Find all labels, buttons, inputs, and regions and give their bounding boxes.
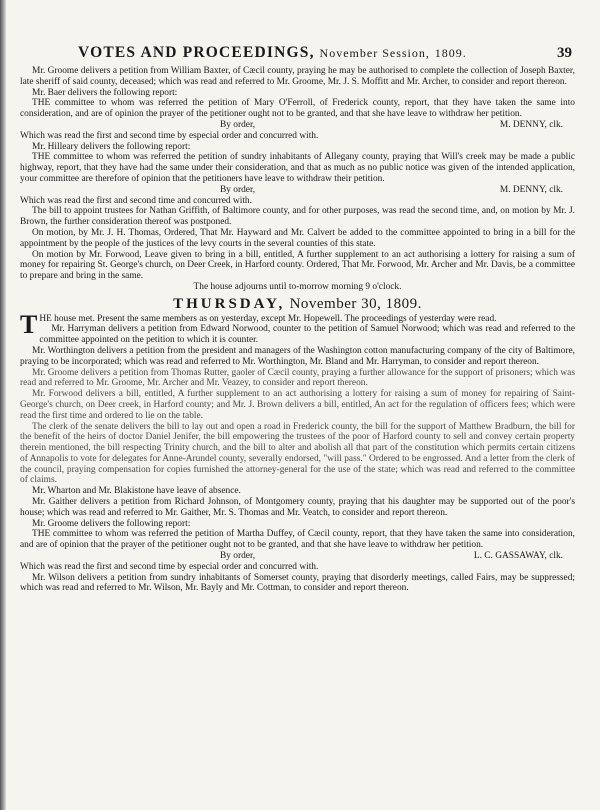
day-date: November 30, 1809. <box>289 295 422 312</box>
binding-shadow <box>0 0 6 810</box>
paragraph: On motion by Mr. Forwood, Leave given to bring in a bill, entitled, A further supplement to an act authorising a lottery for raising a sum of money for repairing St. George's church, on Deer Creek, in Harford county. Ordered, That Mr. Forwood, Mr. Archer and Mr. Davis, be a committee to prepare and bring in the same. <box>20 249 575 282</box>
paragraph: The bill to appoint trustees for Nathan Griffith, of Baltimore county, and for other purposes, was read the second time, and, on motion by Mr. J. Brown, the further consideration thereof was postponed. <box>20 206 575 228</box>
paragraph: Which was read the first and second time by especial order and concurred with. <box>20 130 319 141</box>
paragraph: Mr. Groome delivers the following report: <box>32 518 191 529</box>
clerk-name: M. DENNY, clk. <box>499 119 563 130</box>
clerk-name: L. C. GASSAWAY, clk. <box>473 551 563 562</box>
paragraph: Mr. Worthington delivers a petition from the president and managers of the Washington cotton manufacturing company of the city of Baltimore, praying to be incorporated; which was read and referred to Mr. Worthington, Mr. Bland and Mr. Harryman, to consider and report thereon. <box>20 345 575 367</box>
running-title <box>78 44 467 62</box>
paragraph: Mr. Wilson delivers a petition from sundry inhabitants of Somerset county, praying that disorderly meetings, called Fairs, may be suppressed; which was read and referred to Mr. Wilson, Mr. Bayly and Mr. Cottman, to consider and report thereon. <box>20 572 575 594</box>
signature-line <box>20 551 575 562</box>
by-order: By order, <box>220 119 256 130</box>
paragraph: Mr. Baer delivers the following report: <box>32 87 178 98</box>
paragraph: Which was read the first and second time and concurred with. <box>20 195 252 206</box>
paragraph: The clerk of the senate delivers the bill to lay out and open a road in Frederick county, the bill for the support of Matthew Bradburn, the bill for the benefit of the heirs of doctor Daniel Jenifer, the bill empowering the trustees of the poor of Harford county to sell and convey certain property therein mentioned, the bill respecting Trinity church, and the bill to alter and abolish all that part of the constitution which permits certain citizens of Annapolis to vote for delegates for Anne-Arundel county, severally endorsed, "will pass." Ordered to be engrossed. And a letter from the clerk of the council, praying compensation for copies furnished the attorney-general for the use of the state; which was read and referred to the committee of claims. <box>20 421 575 486</box>
paragraph: On motion, by Mr. J. H. Thomas, Ordered, That Mr. Hayward and Mr. Calvert be added to the committee appointed to bring in a bill for the appointment by the people of the justices of the levy courts in the several counties of this state. <box>20 227 575 249</box>
paragraph: Mr. Forwood delivers a bill, entitled, A further supplement to an act authorising a lottery for raising a sum of money for repairing of Saint-George's church, on Deer creek, in Harford county; and Mr. J. Brown delivers a bill, entitled, An act for the regulation of officers fees; which were read the first time and ordered to lie on the table. <box>20 389 575 421</box>
adjournment-line: The house adjourns until to-morrow morning 9 o'clock. <box>193 281 402 292</box>
paragraph: Mr. Gaither delivers a petition from Richard Johnson, of Montgomery county, praying that his daughter may be supported out of the poor's house; which was read and referred to Mr. Gaither, Mr. S. Thomas and Mr. Veatch, to consider and report thereon. <box>20 497 575 518</box>
running-title-caps: VOTES AND PROCEEDINGS, <box>78 44 315 61</box>
proceedings-body <box>20 66 575 594</box>
signature-line <box>20 185 575 196</box>
paragraph: THE committee to whom was referred the petition of Martha Duffey, of Cæcil county, report, that they have taken the same into consideration, and are of opinion that the prayer of the petitioner ought not to be granted, and that she have leave to withdraw her petition. <box>20 529 575 551</box>
drop-cap: T <box>20 309 38 339</box>
paragraph: THE committee to whom was referred the petition of sundry inhabitants of Allegany county, praying that Will's creek may be made a public highway, report, that they have had the same under their consideration, and that as much as no public notice was given of the intended application, your committee are therefore of opinion that the petitioners have leave to withdraw their petition. <box>20 152 575 184</box>
page-number: 39 <box>557 45 572 61</box>
paragraph: Which was read the first and second time by especial order and concurred with. <box>20 561 319 572</box>
day-heading <box>20 295 575 312</box>
running-title-session: November Session, <box>319 46 430 60</box>
paragraph: THE committee to whom was referred the petition of Mary O'Ferroll, of Frederick county, report, that they have taken the same into consideration, and are of opinion the prayer of the petitioner ought not to be granted, and that she have leave to withdraw her petition. <box>20 98 575 120</box>
running-title-year: 1809. <box>434 46 467 60</box>
day-name: THURSDAY, <box>173 295 286 312</box>
opening-text: HE house met. Present the same members as on yesterday, except Mr. Hopewell. The proceedings of yesterday were read. <box>39 313 497 324</box>
paragraph: Mr. Hilleary delivers the following report: <box>32 141 191 152</box>
paragraph: Mr. Wharton and Mr. Blakistone have leave of absence. <box>32 486 241 497</box>
clerk-name: M. DENNY, clk. <box>499 184 563 195</box>
paragraph: Mr. Harryman delivers a petition from Edward Norwood, counter to the petition of Samuel Norwood; which was read and referred to the committee appointed on the petition to which it is counter. <box>39 324 575 346</box>
page-header <box>20 44 572 66</box>
by-order: By order, <box>220 551 256 562</box>
paragraph: Mr. Groome delivers a petition from Thomas Rutter, gaoler of Cæcil county, praying a further allowance for the support of prisoners; which was read and referred to Mr. Groome, Mr. Archer and Mr. Veazey, to consider and report thereon. <box>20 367 575 389</box>
paragraph: Mr. Groome delivers a petition from William Baxter, of Cæcil county, praying he may be authorised to complete the collection of Joseph Baxter, late sheriff of said county, deceased; which was read and referred to Mr. Groome, Mr. J. S. Moffitt and Mr. Archer, to consider and report thereon. <box>20 66 575 87</box>
signature-line <box>20 120 575 131</box>
by-order: By order, <box>220 184 256 195</box>
